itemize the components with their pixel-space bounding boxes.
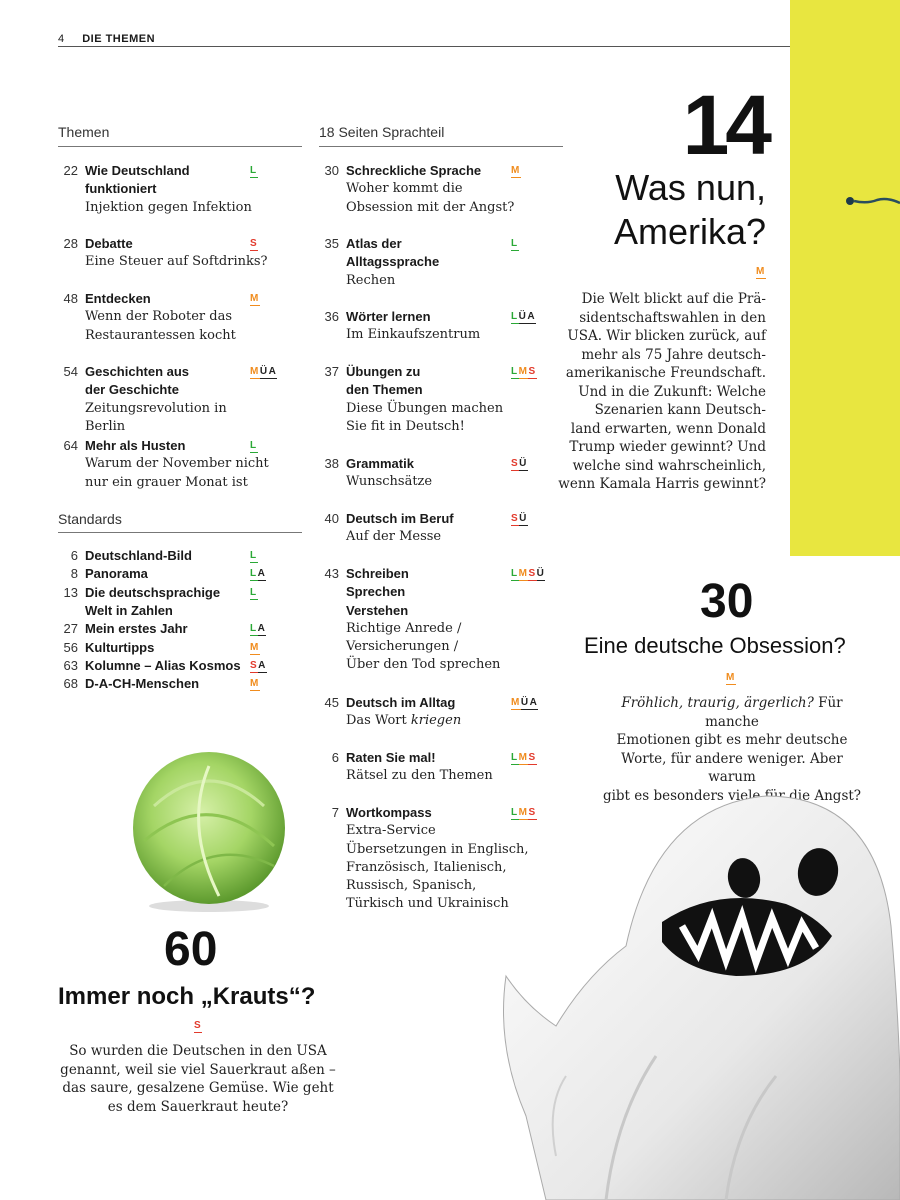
entry-subtitle-italic: kriegen (410, 713, 462, 729)
entry-title: Debatte (85, 236, 133, 251)
entry-subtitle-text: Eine Steuer auf Softdrinks? (85, 254, 268, 270)
entry-title: Panorama (85, 566, 148, 581)
page-number: 56 (63, 640, 78, 655)
page-number: 4 (58, 33, 65, 45)
level-badges (250, 437, 258, 455)
entry-title: Deutsch im Beruf (346, 511, 454, 526)
entry-title: D-A-CH-Menschen (85, 676, 200, 691)
entry-title: Wortkompass (346, 805, 432, 820)
page-number: 7 (331, 805, 339, 820)
level-S: S (528, 807, 537, 818)
page-number: 63 (63, 658, 78, 673)
page-number: 13 (63, 585, 78, 600)
page-number: 22 (63, 163, 78, 178)
feature60-level-badge (194, 1020, 202, 1031)
feature14-level-badge (756, 266, 766, 277)
level-L: L (511, 807, 519, 818)
entry-subtitle-text: Im Einkaufszentrum (346, 327, 481, 343)
level-badges (250, 235, 258, 253)
entry-subtitle-text: Rätsel zu den Themen (346, 768, 493, 784)
entry-title: Die deutschsprachige (85, 585, 221, 600)
entry-subtitle (346, 326, 531, 344)
level-L: L (250, 568, 258, 579)
feature60-headline: Immer noch „Krauts“? (58, 983, 316, 1010)
feature14-headline-line1: Was nun, (615, 167, 766, 208)
feature60-teaser: So wurden die Deutschen in den USA genannt, weil sie viel Sauerkraut aßen – das saure, gesalzene Gemüse. Wie geht es dem Sauerkraut heute? (60, 1043, 336, 1115)
entry-title: Geschichten aus der Geschichte (85, 364, 190, 398)
entry-title: Mehr als Husten (85, 438, 186, 453)
entry-title: Atlas der Alltagssprache (346, 236, 440, 270)
entry-subtitle (346, 180, 531, 217)
page-number: 8 (70, 566, 78, 581)
level-M: M (518, 366, 529, 377)
feature30-number: 30 (700, 575, 754, 628)
entry-subtitle (85, 400, 270, 437)
page-number: 28 (63, 236, 78, 251)
entry-title: Grammatik (346, 456, 414, 471)
level-M: M (518, 807, 529, 818)
entry-title: Schreiben Sprechen Verstehen (346, 566, 409, 618)
entry-subtitle-text: Injektion gegen Infektion (85, 199, 252, 215)
ghost-image (486, 776, 900, 1200)
level-U: Ü (520, 697, 530, 708)
level-badges (511, 565, 545, 583)
level-badges (250, 675, 260, 693)
entry-title: Deutschland-Bild (85, 548, 192, 563)
level-badges (250, 290, 260, 308)
level-U: Ü (536, 568, 546, 579)
entry-title: Wörter lernen (346, 309, 431, 324)
entry-subtitle-text: Zeitungsrevolution in Berlin (85, 400, 227, 434)
entry-title: Kolumne – Alias Kosmos (85, 658, 241, 673)
level-badges (511, 510, 528, 528)
level-S: S (528, 366, 537, 377)
level-A: A (257, 623, 267, 634)
feature30-headline: Eine deutsche Obsession? (584, 633, 846, 658)
level-badges (511, 162, 521, 180)
level-A: A (268, 366, 278, 377)
page-number: 36 (324, 309, 339, 324)
level-A: A (258, 660, 267, 671)
level-badges (250, 565, 266, 583)
level-badges (250, 584, 258, 602)
entry-subtitle (346, 473, 531, 491)
level-L: L (250, 587, 258, 598)
page-number: 37 (324, 364, 339, 379)
standards-rule (58, 532, 302, 533)
feature14-teaser: Die Welt blickt auf die Prä- sidentschaftswahlen in den USA. Wir blicken zurück, auf mehr als 75 Jahre deutsch- amerikanische Freundschaft. Und in die Zukunft: Welche Szenarien kann Deutsch- land erwarten, wenn Donald Trump wieder gewinnt? Und welche sind wahrscheinlich, wenn Kamala Harris gewinnt? (558, 291, 766, 492)
level-M: M (511, 165, 521, 176)
entry-subtitle-text: Wunschsätze (346, 474, 433, 490)
standards-heading: Standards (58, 511, 122, 527)
level-badges (250, 657, 267, 675)
page-number: 40 (324, 511, 339, 526)
page-number: 43 (324, 566, 339, 581)
level-S: S (511, 513, 520, 524)
entry-subtitle-text: Woher kommt die Obsession mit der Angst? (346, 181, 515, 215)
page-number: 54 (63, 364, 78, 379)
level-L: L (250, 623, 258, 634)
page-number: 30 (324, 163, 339, 178)
level-M: M (511, 697, 521, 708)
level-M: M (250, 642, 260, 653)
page-number: 35 (324, 236, 339, 251)
level-S: S (528, 568, 537, 579)
page-number: 6 (331, 750, 339, 765)
level-M: M (756, 266, 766, 277)
level-L: L (511, 311, 519, 322)
level-M: M (518, 752, 529, 763)
entry-subtitle-text: Richtige Anrede / Versicherungen / Über den Tod sprechen (346, 620, 501, 673)
section-title: DIE THEMEN (82, 33, 156, 45)
level-L: L (511, 238, 519, 249)
entry-title-line2: Welt in Zahlen (85, 603, 173, 619)
sprachteil-heading: 18 Seiten Sprachteil (319, 124, 445, 140)
entry-title: Raten Sie mal! (346, 750, 436, 765)
level-U: Ü (519, 458, 528, 469)
yellow-paper-panel (790, 0, 900, 556)
page-number: 45 (324, 695, 339, 710)
level-M: M (726, 672, 736, 683)
level-S: S (250, 660, 259, 671)
header-rule (58, 46, 790, 47)
entry-subtitle-text: Das Wort (346, 713, 411, 729)
entry-subtitle-text: Rechen (346, 272, 396, 288)
entry-subtitle-text: Extra-Service Übersetzungen in Englisch, Französisch, Italienisch, Russisch, Spanisch, Türkisch und Ukrainisch (346, 823, 529, 912)
level-badges (250, 162, 258, 180)
entry-title: Mein erstes Jahr (85, 621, 188, 636)
level-S: S (528, 752, 537, 763)
level-S: S (511, 458, 520, 469)
level-A: A (257, 568, 267, 579)
entry-title: Übungen zu den Themen (346, 364, 423, 398)
sprachteil-rule (319, 146, 563, 147)
entry-subtitle (85, 308, 270, 345)
entry-subtitle (346, 712, 531, 730)
level-M: M (250, 293, 260, 304)
cabbage-image (124, 746, 294, 916)
feature14-number: 14 (682, 78, 768, 172)
entry-title: Kulturtipps (85, 640, 155, 655)
page-header (58, 33, 155, 45)
level-badges (511, 694, 538, 712)
level-L: L (511, 568, 519, 579)
feature30-teaser-text: Für manche Emotionen gibt es mehr deutsche Worte, für andere weniger. Aber warum gibt es besonders viele für die Angst? (602, 695, 862, 804)
entry-subtitle-text: Warum der November nicht nur ein grauer Monat ist (85, 456, 269, 490)
entry-subtitle (85, 199, 270, 217)
level-L: L (511, 366, 519, 377)
level-A: A (529, 697, 539, 708)
level-badges (250, 620, 266, 638)
themen-rule (58, 146, 302, 147)
entry-subtitle (346, 272, 531, 290)
entry-subtitle-text: Auf der Messe (346, 529, 442, 545)
entry-subtitle-text: Diese Übungen machen Sie fit in Deutsch! (346, 400, 504, 434)
entry-subtitle (85, 253, 270, 271)
level-A: A (527, 311, 537, 322)
level-S: S (194, 1020, 203, 1031)
entry-subtitle (346, 620, 531, 675)
level-U: Ü (259, 366, 269, 377)
page-number: 27 (63, 621, 78, 636)
level-M: M (250, 366, 260, 377)
entry-subtitle (346, 400, 531, 437)
entry-title: Deutsch im Alltag (346, 695, 456, 710)
level-L: L (250, 550, 258, 561)
level-badges (250, 639, 260, 657)
level-U: Ü (519, 513, 528, 524)
level-S: S (250, 238, 259, 249)
entry-title: Schreckliche Sprache (346, 163, 482, 178)
level-badges (511, 235, 519, 253)
themen-heading: Themen (58, 124, 110, 140)
feature14-headline-line2: Amerika? (613, 211, 766, 252)
page-number: 64 (63, 438, 78, 453)
page-number: 6 (70, 548, 78, 563)
level-badges (250, 547, 258, 565)
page-number: 48 (63, 291, 78, 306)
feature60-number: 60 (164, 923, 218, 976)
feature30-teaser-italic: Fröhlich, traurig, ärgerlich? (621, 695, 814, 711)
page-number: 38 (324, 456, 339, 471)
level-M: M (518, 568, 529, 579)
pin-icon (842, 194, 900, 210)
entry-subtitle (85, 455, 270, 492)
entry-subtitle-text: Wenn der Roboter das Restaurantessen kocht (85, 309, 236, 343)
feature14-headline (614, 166, 766, 254)
level-U: Ü (518, 311, 528, 322)
level-badges (511, 749, 537, 767)
entry-title: Entdecken (85, 291, 151, 306)
entry-subtitle (346, 528, 531, 546)
level-badges (250, 363, 277, 381)
page-number: 68 (63, 676, 78, 691)
level-L: L (250, 440, 258, 451)
entry-title: Wie Deutschland funktioniert (85, 163, 190, 197)
level-M: M (250, 678, 260, 689)
level-L: L (511, 752, 519, 763)
level-L: L (250, 165, 258, 176)
feature30-level-badge (726, 672, 736, 683)
